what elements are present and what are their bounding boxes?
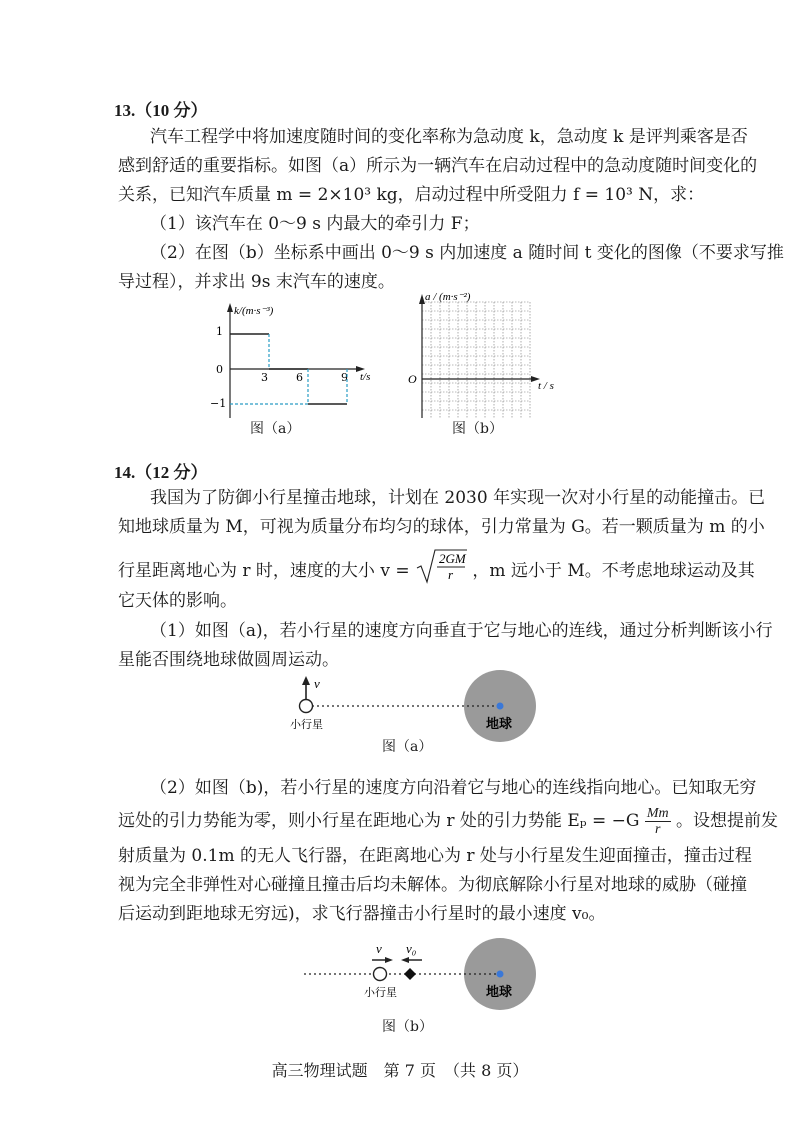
velocity-label: v bbox=[314, 676, 320, 691]
q13-figure-b-caption: 图（b） bbox=[452, 421, 503, 437]
q14-subquestion-1-line-2: 星能否围绕地球做圆周运动。 bbox=[118, 650, 339, 670]
y-axis-label: a / (m·s⁻²) bbox=[425, 291, 471, 303]
sqrt-denominator: r bbox=[448, 567, 454, 582]
q13-figure-a-chart bbox=[210, 300, 390, 420]
spacecraft-diamond bbox=[404, 968, 416, 980]
y-axis-label: k/(m·s⁻³) bbox=[234, 305, 274, 317]
q14-subquestion-2-line-1: （2）如图（b)，若小行星的速度方向沿着它与地心的连线指向地心。已知取无穷 bbox=[150, 778, 757, 798]
asteroid-label: 小行星 bbox=[290, 718, 323, 731]
q14-paragraph-line-4: 它天体的影响。 bbox=[118, 591, 237, 611]
q14-line-3-prefix: 行星距离地心为 r 时，速度的大小 v = bbox=[118, 561, 410, 581]
q13-figure-b-grid bbox=[405, 290, 555, 420]
q13-subquestion-1: （1）该汽车在 0～9 s 内最大的牵引力 F； bbox=[150, 214, 480, 234]
asteroid-circle bbox=[300, 700, 313, 713]
q13-header: 13.（10 分） bbox=[114, 101, 208, 120]
fraction-numerator: Mm bbox=[646, 806, 669, 821]
q14-s2-line-2-suffix: 。设想提前发 bbox=[676, 811, 779, 831]
y-tick-label-1: 1 bbox=[216, 325, 223, 338]
y-tick-label-neg1: −1 bbox=[210, 397, 227, 410]
q14-header: 14.（12 分） bbox=[114, 463, 208, 482]
q13-paragraph-line-1: 汽车工程学中将加速度随时间的变化率称为急动度 k，急动度 k 是评判乘客是否 bbox=[150, 127, 748, 147]
spacecraft-velocity-label: v₀ bbox=[406, 941, 417, 956]
earth-center-dot bbox=[497, 703, 504, 710]
x-tick-label-6: 6 bbox=[296, 371, 303, 384]
q14-subquestion-2-line-3: 射质量为 0.1m 的无人飞行器，在距离地心为 r 处与小行星发生迎面撞击，撞击过程 bbox=[118, 846, 752, 866]
sqrt-numerator: 2GM bbox=[439, 551, 466, 566]
y-axis-arrow bbox=[227, 303, 233, 312]
earth-center-dot bbox=[497, 971, 504, 978]
x-tick-label-9: 9 bbox=[341, 371, 348, 384]
q14-subquestion-1-line-1: （1）如图（a)，若小行星的速度方向垂直于它与地心的连线，通过分析判断该小行 bbox=[150, 621, 773, 641]
q14-paragraph-line-3 bbox=[118, 548, 755, 580]
q14-line-3-suffix: ，m 远小于 M。不考虑地球运动及其 bbox=[472, 561, 755, 581]
q13-subquestion-2-line-1: （2）在图（b）坐标系中画出 0～9 s 内加速度 a 随时间 t 变化的图像（不要求写推 bbox=[150, 243, 784, 263]
asteroid-circle bbox=[374, 968, 387, 981]
q14-subquestion-2-line-4: 视为完全非弹性对心碰撞且撞击后均未解体。为彻底解除小行星对地球的威胁（碰撞 bbox=[118, 875, 747, 895]
q14-paragraph-line-1: 我国为了防御小行星撞击地球，计划在 2030 年实现一次对小行星的动能撞击。已 bbox=[150, 488, 766, 508]
spacecraft-velocity-arrowhead bbox=[401, 957, 409, 963]
earth-label: 地球 bbox=[486, 717, 513, 732]
page-footer: 高三物理试题 第 7 页 （共 8 页） bbox=[271, 1061, 529, 1080]
x-axis-label: t/s bbox=[360, 371, 371, 383]
q13-figure-a-caption: 图（a） bbox=[250, 421, 301, 437]
q14-subquestion-2-line-2 bbox=[118, 804, 778, 838]
q14-paragraph-line-2: 知地球质量为 M，可视为质量分布均匀的球体，引力常量为 G。若一颗质量为 m 的小 bbox=[118, 517, 765, 537]
q14-s2-line-2-prefix: 远处的引力势能为零，则小行星在距地心为 r 处的引力势能 Eₚ = −G bbox=[118, 811, 640, 831]
sqrt-expression bbox=[415, 548, 467, 595]
fraction-denominator: r bbox=[654, 822, 661, 837]
q13-subquestion-2-line-2: 导过程），并求出 9s 末汽车的速度。 bbox=[118, 272, 395, 292]
q14-figure-b-diagram bbox=[300, 938, 550, 1018]
y-tick-label-0: 0 bbox=[216, 363, 223, 376]
velocity-arrowhead bbox=[302, 676, 310, 685]
x-tick-label-3: 3 bbox=[261, 371, 268, 384]
q14-figure-b-caption: 图（b） bbox=[382, 1019, 433, 1035]
q13-paragraph-line-3: 关系，已知汽车质量 m = 2×10³ kg，启动过程中所受阻力 f = 10³ N，求： bbox=[118, 185, 705, 205]
potential-energy-fraction bbox=[645, 806, 671, 837]
q14-figure-a-caption: 图（a） bbox=[382, 739, 433, 755]
x-axis-label: t / s bbox=[538, 380, 554, 392]
q13-paragraph-line-2: 感到舒适的重要指标。如图（a）所示为一辆汽车在启动过程中的急动度随时间变化的 bbox=[118, 156, 758, 176]
q14-subquestion-2-line-5: 后运动到距地球无穷远)，求飞行器撞击小行星时的最小速度 v₀。 bbox=[118, 904, 606, 924]
earth-label: 地球 bbox=[486, 985, 513, 1000]
sqrt-symbol bbox=[415, 548, 467, 584]
origin-label: O bbox=[408, 372, 417, 386]
asteroid-velocity-label: v bbox=[376, 941, 382, 956]
asteroid-label: 小行星 bbox=[364, 986, 397, 999]
asteroid-velocity-arrowhead bbox=[385, 957, 393, 963]
